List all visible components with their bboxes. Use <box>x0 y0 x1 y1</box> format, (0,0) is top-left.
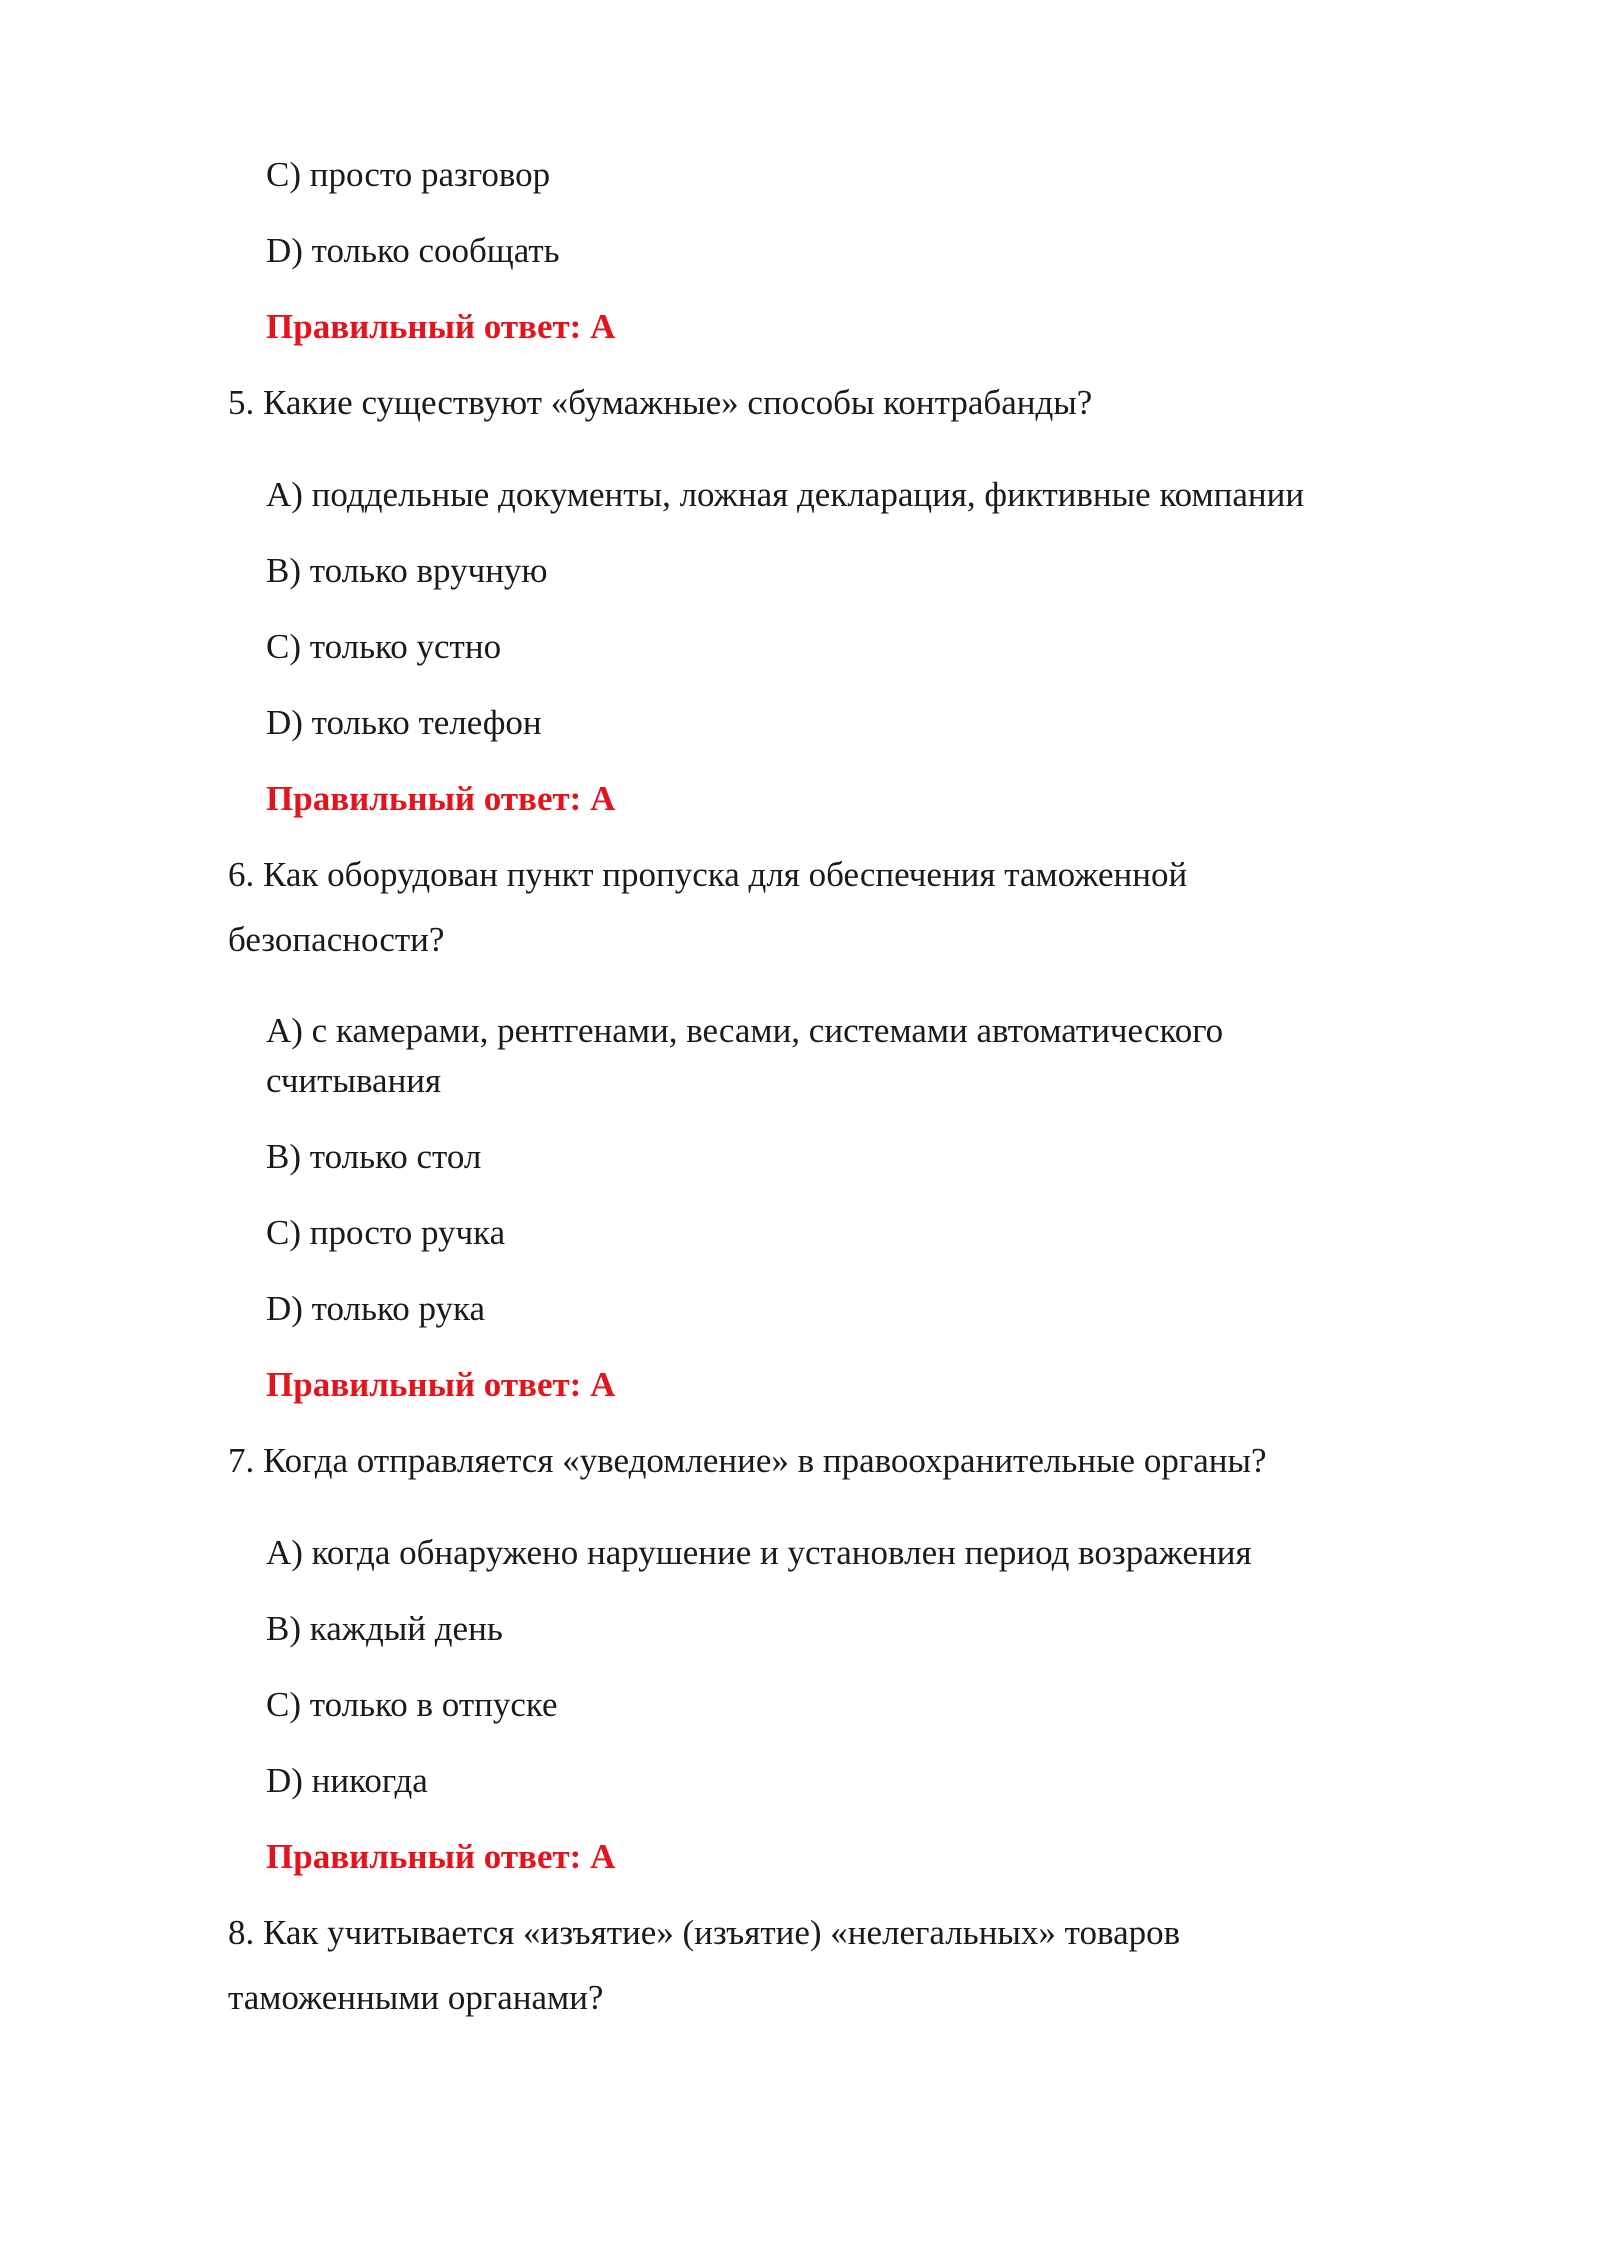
correct-answer: Правильный ответ: А <box>266 1365 616 1404</box>
option-c: C) просто ручка <box>266 1213 506 1252</box>
option-c: C) только в отпуске <box>266 1685 558 1724</box>
option-c: C) только устно <box>266 627 502 666</box>
option-a: А) с камерами, рентгенами, весами, системами автоматического <box>266 1011 1224 1050</box>
question-8-line-2: таможенными органами? <box>228 1978 604 2017</box>
option-d: D) только телефон <box>266 703 542 742</box>
option-c: C) просто разговор <box>266 155 551 194</box>
option-d: D) никогда <box>266 1761 428 1800</box>
correct-answer: Правильный ответ: А <box>266 779 616 818</box>
option-b: B) каждый день <box>266 1609 503 1648</box>
option-a-continued: считывания <box>266 1061 442 1100</box>
option-b: B) только стол <box>266 1137 482 1176</box>
option-d: D) только рука <box>266 1289 486 1328</box>
correct-answer: Правильный ответ: А <box>266 307 616 346</box>
option-a: А) поддельные документы, ложная декларация, фиктивные компании <box>266 475 1305 514</box>
option-a: А) когда обнаружено нарушение и установлен период возражения <box>266 1533 1252 1572</box>
question-6-line-2: безопасности? <box>228 920 445 959</box>
option-d: D) только сообщать <box>266 231 560 270</box>
correct-answer: Правильный ответ: А <box>266 1837 616 1876</box>
question-6-line-1: 6. Как оборудован пункт пропуска для обеспечения таможенной <box>228 855 1188 894</box>
option-b: B) только вручную <box>266 551 548 590</box>
question-7: 7. Когда отправляется «уведомление» в правоохранительные органы? <box>228 1441 1267 1480</box>
question-5: 5. Какие существуют «бумажные» способы контрабанды? <box>228 383 1093 422</box>
question-8-line-1: 8. Как учитывается «изъятие» (изъятие) «нелегальных» товаров <box>228 1913 1181 1952</box>
